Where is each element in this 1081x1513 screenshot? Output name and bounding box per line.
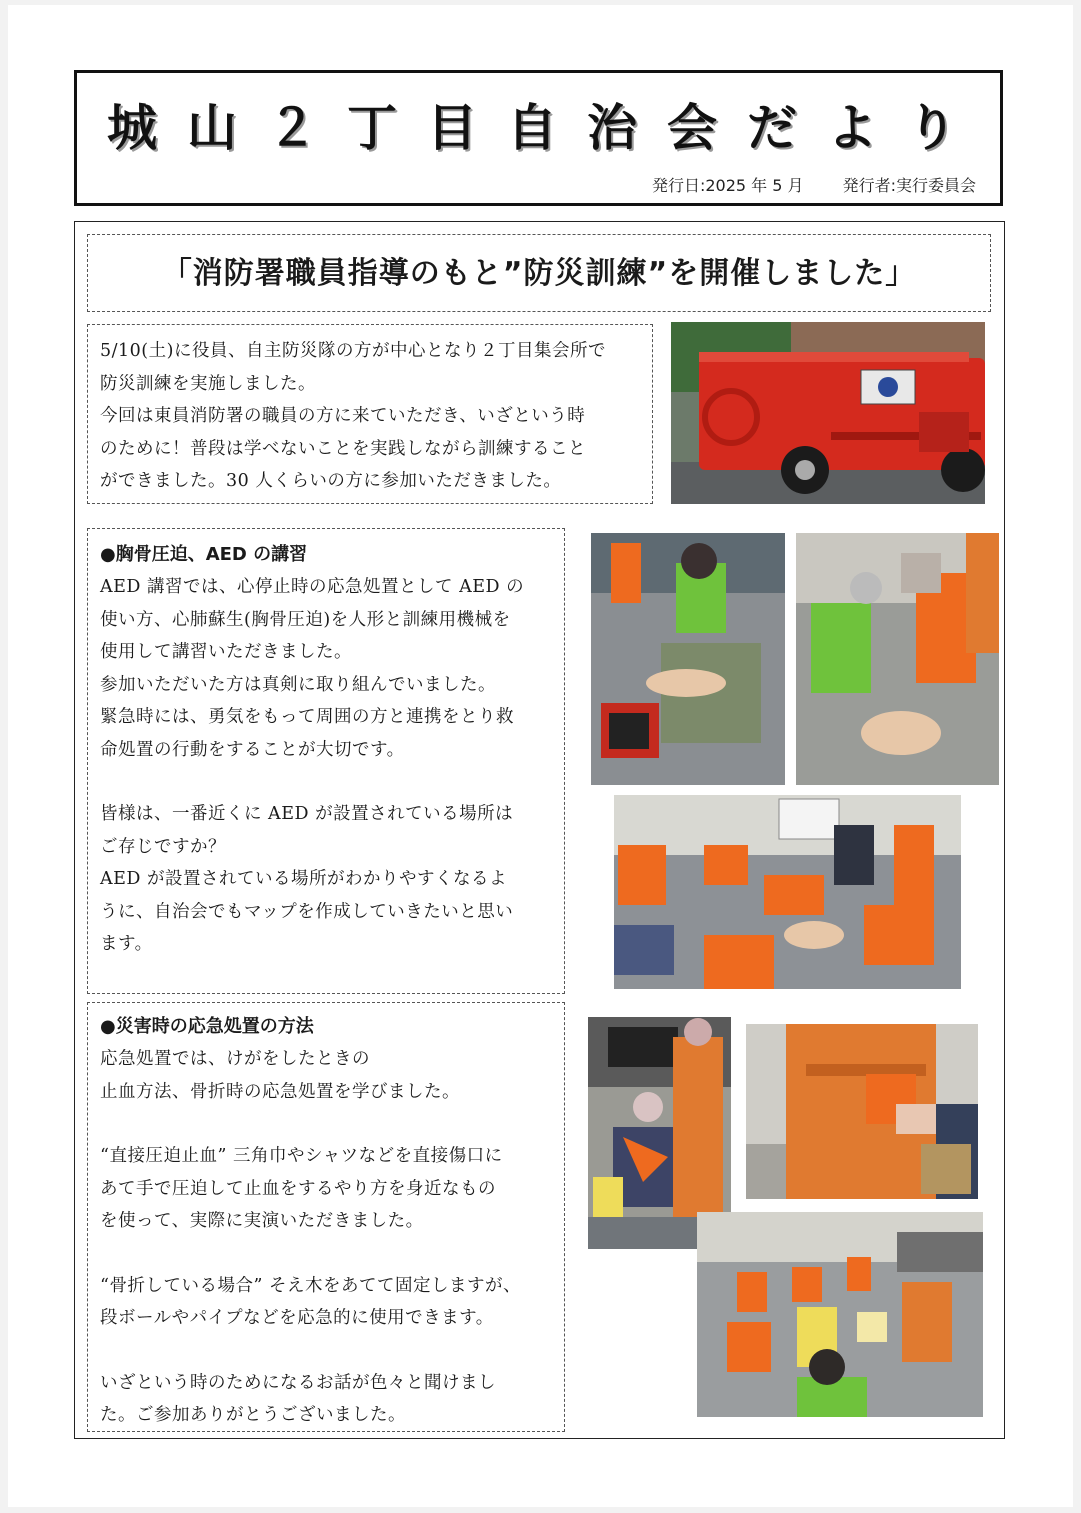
article-frame [74,221,1005,1439]
text-line: 使用して講習いただきました。 [100,642,352,662]
aed-training-image-1 [591,533,785,785]
issue-date: 発行日:2025 年 5 月 [651,176,804,195]
first-aid-photo-3 [697,1212,983,1417]
blank-line [100,766,552,798]
text-line: 5/10(土)に役員、自主防災隊の方が中心となり２丁目集会所で [100,341,606,361]
publisher: 発行者:実行委員会 [842,176,976,195]
blank-line [100,1335,552,1367]
headline-box [87,234,991,312]
text-line: を使って、実際に実演いただきました。 [100,1211,424,1231]
first-aid-image-3 [697,1212,983,1417]
text-line: のために！普段は学べないことを実践しながら訓練すること [100,438,586,459]
fire-truck-photo [671,322,985,504]
text-line: AED が設置されている場所がわかりやすくなるよ [100,869,508,889]
intro-box [87,324,653,504]
text-line: 皆様は、一番近くに AED が設置されている場所は [100,804,514,824]
first-aid-section-title: ●災害時の応急処置の方法 [100,1016,314,1037]
aed-photo-1 [591,533,785,785]
first-aid-section [87,1002,565,1432]
text-line: 今回は東員消防署の職員の方に来ていただき、いざという時 [100,406,586,426]
aed-training-image-2 [796,533,999,785]
text-line: あて手で圧迫して止血をするやり方を身近なもの [100,1178,496,1199]
masthead [74,70,1003,206]
text-line: た。ご参加ありがとうございました。 [100,1405,406,1425]
text-line: ご存じですか？ [100,836,226,857]
aed-photo-2 [796,533,999,785]
text-line: ます。 [100,934,153,954]
article-headline: 「消防署職員指導のもと”防災訓練”を開催しました」 [161,256,917,291]
masthead-meta [618,173,976,196]
blank-line [100,1238,552,1270]
first-aid-image-2 [746,1024,978,1199]
aed-section [87,528,565,994]
intro-text [100,335,640,498]
text-line: AED 講習では、心停止時の応急処置として AED の [100,577,525,597]
fire-truck-image [671,322,985,504]
first-aid-section-text [100,1043,552,1432]
newsletter-title: 城山２丁目自治会だより [107,99,987,157]
text-line: “骨折している場合” そえ木をあてて固定しますが、 [100,1275,521,1296]
text-line: “直接圧迫止血” 三角巾やシャツなどを直接傷口に [100,1146,503,1166]
aed-training-image-3 [614,795,961,989]
text-line: 参加いただいた方は真剣に取り組んでいました。 [100,674,496,695]
text-line: 命処置の行動をすることが大切です。 [100,739,405,760]
aed-photo-3 [614,795,961,989]
text-line: いざという時のためになるお話が色々と聞けまし [100,1372,496,1393]
blank-line [100,1108,552,1140]
aed-section-title: ●胸骨圧迫、AED の講習 [100,544,308,565]
text-line: ができました。30 人くらいの方に参加いただきました。 [100,471,562,491]
text-line: 止血方法、骨折時の応急処置を学びました。 [100,1081,460,1102]
text-line: 防災訓練を実施しました。 [100,373,316,394]
text-line: 緊急時には、勇気をもって周囲の方と連携をとり救 [100,707,514,727]
text-line: うに、自治会でもマップを作成していきたいと思い [100,901,514,922]
text-line: 応急処置では、けがをしたときの [100,1049,370,1069]
aed-section-text [100,571,552,961]
first-aid-photo-2 [746,1024,978,1199]
text-line: 段ボールやパイプなどを応急的に使用できます。 [100,1308,494,1328]
text-line: 使い方、心肺蘇生(胸骨圧迫)を人形と訓練用機械を [100,609,511,630]
